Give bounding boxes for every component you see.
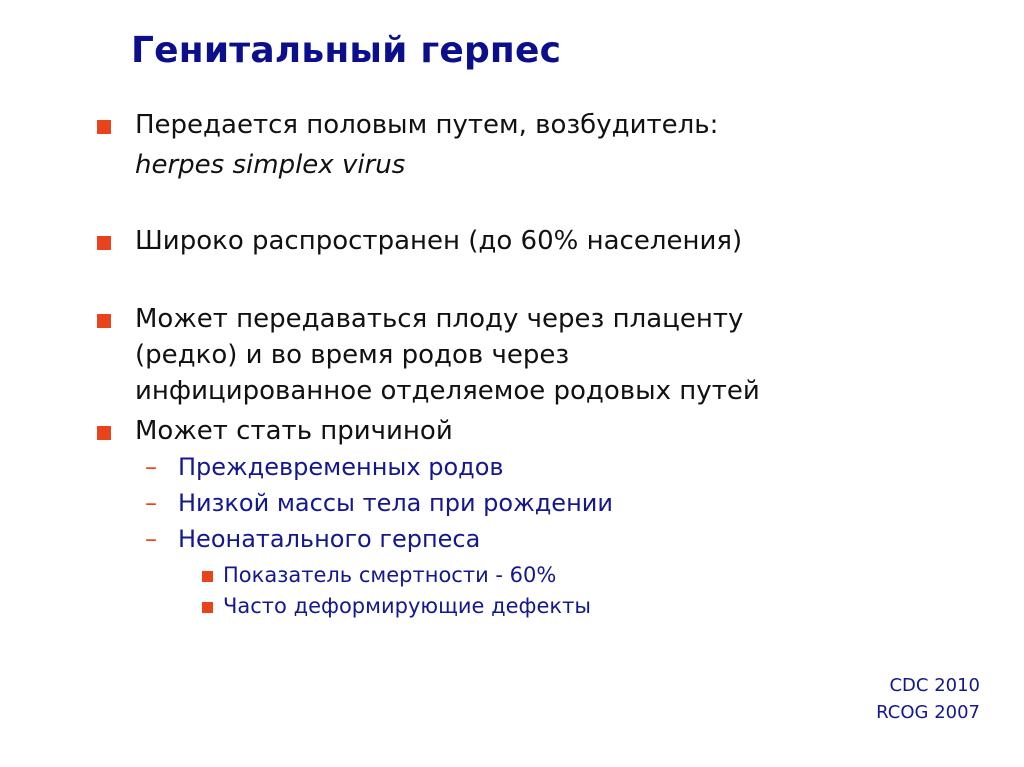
sub-item-text: Преждевременных родов	[178, 453, 504, 481]
bullet-text: Широко распространен (до 60% населения)	[135, 226, 743, 256]
nested-item-text: Показатель смертности - 60%	[223, 563, 557, 587]
bullet-text: Может стать причиной	[135, 416, 453, 446]
dash-bullet-icon: –	[145, 489, 157, 517]
dash-bullet-icon: –	[145, 525, 157, 553]
dash-bullet-icon: –	[145, 453, 157, 481]
bullet-text: (редко) и во время родов через	[135, 340, 570, 370]
references	[860, 672, 980, 726]
sub-item-text: Неонатального герпеса	[178, 525, 481, 553]
square-bullet-icon	[97, 236, 111, 250]
square-bullet-icon	[202, 571, 213, 582]
square-bullet-icon	[97, 120, 111, 134]
bullet-text-italic: herpes simplex virus	[135, 150, 406, 180]
reference-cdc: CDC 2010	[889, 675, 980, 696]
square-bullet-icon	[97, 426, 111, 440]
square-bullet-icon	[202, 602, 213, 613]
nested-item-text: Часто деформирующие дефекты	[223, 594, 591, 618]
square-bullet-icon	[97, 314, 111, 328]
bullet-text: инфицированное отделяемое родовых путей	[135, 376, 760, 406]
bullet-text: Может передаваться плоду через плаценту	[135, 304, 744, 334]
reference-rcog: RCOG 2007	[876, 702, 980, 723]
slide-title: Генитальный герпес	[131, 30, 562, 71]
bullet-text: Передается половым путем, возбудитель:	[135, 110, 719, 140]
sub-item-text: Низкой массы тела при рождении	[178, 489, 613, 517]
